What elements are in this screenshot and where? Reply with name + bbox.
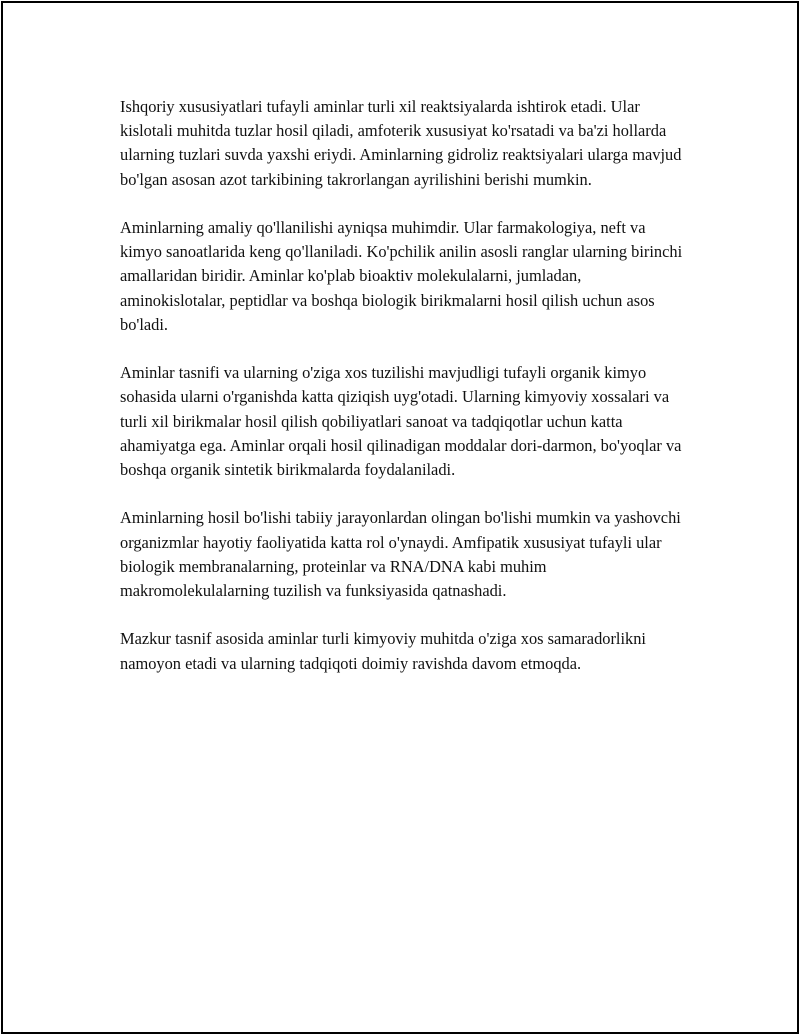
document-body bbox=[120, 95, 690, 700]
paragraph-5: Mazkur tasnif asosida aminlar turli kimyoviy muhitda o'ziga xos samaradorlikni namoyon etadi va ularning tadqiqoti doimiy ravishda davom etmoqda. bbox=[120, 629, 646, 673]
paragraph-2: Aminlarning amaliy qo'llanilishi ayniqsa muhimdir. Ular farmakologiya, neft va kimyo sanoatlarida keng qo'llaniladi. Ko'pchilik anilin asosli ranglar ularning birinchi amallaridan biridir. Aminlar ko'plab bioaktiv molekulalarni, jumladan, aminokislotalar, peptidlar va boshqa biologik birikmalarni hosil qilish uchun asos bo'ladi. bbox=[120, 218, 683, 334]
paragraph-3: Aminlar tasnifi va ularning o'ziga xos tuzilishi mavjudligi tufayli organik kimyo sohasida ularni o'rganishda katta qiziqish uyg'otadi. Ularning kimyoviy xossalari va turli xil birikmalar hosil qilish qobiliyatlari sanoat va tadqiqotlar uchun katta ahamiyatga ega. Aminlar orqali hosil qilinadigan moddalar dori-darmon, bo'yoqlar va boshqa organik sintetik birikmalarda foydalaniladi. bbox=[120, 363, 682, 480]
paragraph-1: Ishqoriy xususiyatlari tufayli aminlar turli xil reaktsiyalarda ishtirok etadi. Ular kislotali muhitda tuzlar hosil qiladi, amfoterik xususiyat ko'rsatadi va ba'zi hollarda ularning tuzlari suvda yaxshi eriydi. Aminlarning gidroliz reaktsiyalari ularga mavjud bo'lgan asosan azot tarkibining takrorlangan ayrilishini berishi mumkin. bbox=[120, 97, 682, 189]
page-frame bbox=[1, 1, 799, 1034]
paragraph-4: Aminlarning hosil bo'lishi tabiiy jarayonlardan olingan bo'lishi mumkin va yashovchi organizmlar hayotiy faoliyatida katta rol o'ynaydi. Amfipatik xususiyat tufayli ular biologik membranalarning, proteinlar va RNA/DNA kabi muhim makromolekulalarning tuzilish va funksiyasida qatnashadi. bbox=[120, 508, 681, 601]
